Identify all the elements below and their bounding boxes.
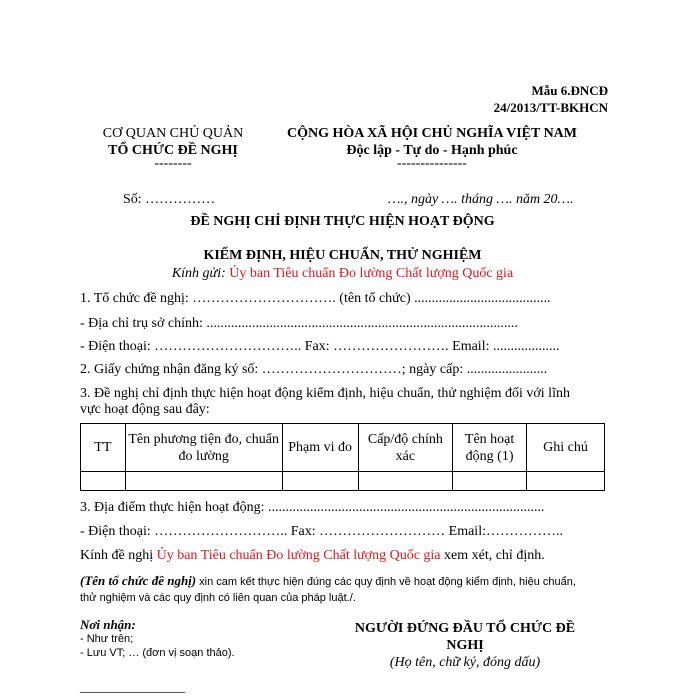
recipients-block [80, 618, 235, 660]
agency-header [88, 125, 258, 169]
recipient-line [80, 266, 605, 282]
recipient-item: - Như trên; [80, 633, 134, 645]
commitment-text: xin cam kết thực hiện đúng các quy định về hoạt động kiểm định, hiệu chuẩn, [196, 576, 576, 588]
table-cell[interactable] [282, 472, 358, 491]
field-registration: 2. Giấy chứng nhận đăng ký số: …………………………; ngày cấp: ....................... [80, 362, 548, 377]
commitment-org: (Tên tổ chức đề nghị) [80, 573, 197, 588]
field-request-line1: 3. Đề nghị chỉ định thực hiện hoạt động kiểm định, hiệu chuẩn, thử nghiệm đối với lĩnh [80, 386, 570, 401]
document-number: Số: …………… [123, 192, 216, 207]
signature-title-line1: NGƯỜI ĐỨNG ĐẦU TỔ CHỨC ĐỀ [354, 621, 576, 636]
form-code-number: Mẫu 6.ĐNCĐ [531, 83, 608, 98]
recipient-item: - Lưu VT; … (đơn vị soạn thảo). [80, 647, 235, 659]
agency-requesting: TỔ CHỨC ĐỀ NGHỊ [108, 143, 238, 158]
table-cell[interactable] [453, 472, 527, 491]
field-organization: 1. Tổ chức đề nghị: …………………………. (tên tổ chức) ....................................... [80, 291, 551, 306]
motto: Độc lập - Tự do - Hạnh phúc [346, 143, 518, 158]
col-range: Phạm vi đo [282, 424, 358, 472]
commitment-line2: thử nghiệm và các quy định có liên quan của pháp luật./. [80, 592, 356, 604]
col-note: Ghi chú [527, 424, 605, 472]
document-date: …., ngày …. tháng …. năm 20…. [388, 192, 574, 207]
footnote-separator: _______________ [80, 680, 185, 695]
recipient-prefix: Kính gửi: [171, 266, 230, 281]
activity-table [80, 423, 605, 491]
col-activity: Tên hoạt động (1) [453, 424, 527, 472]
col-accuracy: Cấp/độ chính xác [358, 424, 453, 472]
national-header [262, 125, 602, 169]
table-header-row [81, 424, 605, 472]
recipient-name: Ủy ban Tiêu chuẩn Đo lường Chất lượng Quốc gia [229, 266, 514, 281]
motto-divider: --------------- [397, 156, 467, 171]
field-phone-2: - Điện thoại: ……………………….. Fax: ……………………… Email:…………….. [80, 524, 563, 539]
field-location: 3. Địa điểm thực hiện hoạt động: ............................................................................... [80, 500, 545, 515]
request-org: Ủy ban Tiêu chuẩn Đo lường Chất lượng Quốc gia [156, 548, 441, 563]
table-cell[interactable] [527, 472, 605, 491]
table-cell[interactable] [358, 472, 453, 491]
document-title-line1: ĐỀ NGHỊ CHỈ ĐỊNH THỰC HIỆN HOẠT ĐỘNG [190, 214, 495, 229]
agency-parent: CƠ QUAN CHỦ QUẢN [102, 126, 244, 141]
request-sentence [80, 548, 545, 564]
col-tt: TT [81, 424, 126, 472]
table-cell[interactable] [125, 472, 282, 491]
col-instrument: Tên phương tiện đo, chuẩn đo lường [125, 424, 282, 472]
commitment-line1 [80, 573, 576, 589]
form-code [494, 82, 608, 116]
country-name: CỘNG HÒA XÃ HỘI CHỦ NGHĨA VIỆT NAM [286, 126, 577, 141]
recipients-title: Nơi nhận: [80, 617, 136, 632]
signature-title-line2: NGHỊ [446, 638, 484, 653]
request-suffix: xem xét, chỉ định. [440, 548, 545, 563]
field-phone: - Điện thoại: ………………………….. Fax: ……………………. Email: ................... [80, 339, 560, 354]
document-title-line2: KIỂM ĐỊNH, HIỆU CHUẨN, THỬ NGHIỆM [203, 248, 482, 263]
form-code-circular: 24/2013/TT-BKHCN [493, 100, 608, 115]
table-cell[interactable] [81, 472, 126, 491]
request-prefix: Kính đề nghị [80, 548, 157, 563]
field-request-line2: vực hoạt động sau đây: [80, 402, 210, 417]
signature-block [325, 620, 605, 671]
agency-divider: -------- [154, 156, 192, 171]
field-address: - Địa chỉ trụ sở chính: ......................................................................................... [80, 316, 518, 331]
signature-note: (Họ tên, chữ ký, đóng dấu) [389, 655, 541, 670]
table-row [81, 472, 605, 491]
